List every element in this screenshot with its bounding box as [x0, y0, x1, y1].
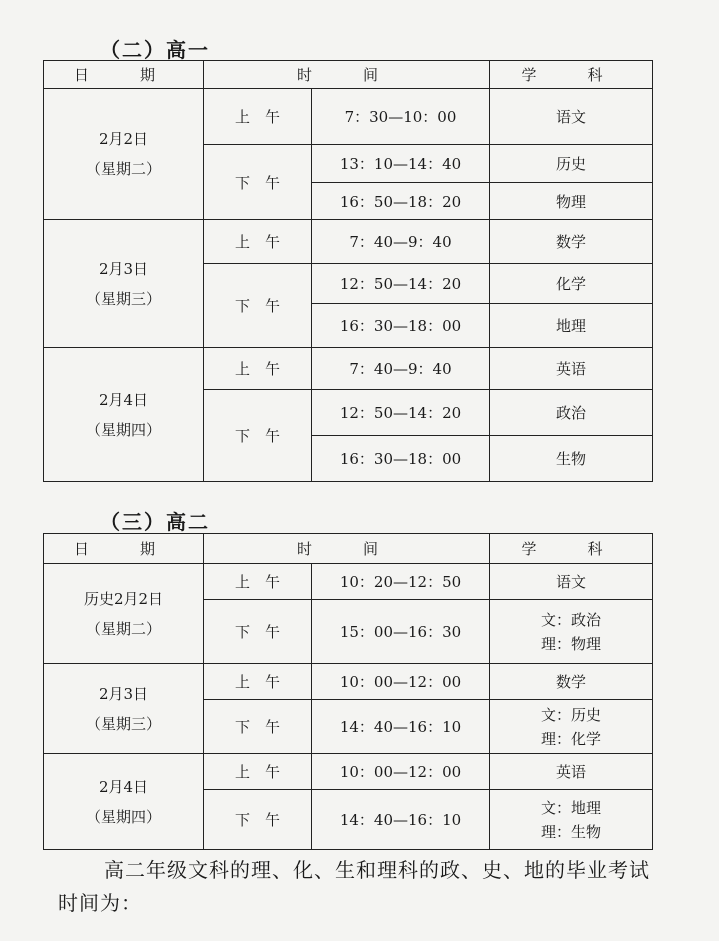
header-date: 日 期: [44, 534, 204, 564]
header-date: 日 期: [44, 61, 204, 89]
date-text: 历史2月2日: [83, 589, 164, 608]
subject-science: 理：生物: [541, 822, 602, 841]
header-subject: 学 科: [490, 61, 653, 89]
table-row: [44, 348, 653, 390]
header-subject: 学 科: [490, 534, 653, 564]
footer-paragraph: [58, 854, 678, 920]
table-row: [44, 89, 653, 145]
subject-cell: 政治: [490, 390, 653, 436]
date-cell: [44, 564, 204, 664]
weekday-text: （星期四）: [85, 420, 161, 439]
subject-cell: [490, 790, 653, 850]
subject-liberal: 文：地理: [541, 798, 602, 817]
footer-line-1: 高二年级文科的理、化、生和理科的政、史、地的毕业考试: [104, 858, 650, 882]
header-row: [44, 534, 653, 564]
time-cell: 10：00—12：00: [312, 664, 490, 700]
footer-line-2: 时间为：: [58, 891, 142, 915]
subject-cell: 历史: [490, 145, 653, 183]
time-cell: 13：10—14：40: [312, 145, 490, 183]
time-cell: 14：40—16：10: [312, 700, 490, 754]
period-pm: 下 午: [204, 264, 312, 348]
time-cell: 16：30—18：00: [312, 436, 490, 482]
weekday-text: （星期四）: [85, 807, 161, 826]
header-row: [44, 61, 653, 89]
period-pm: 下 午: [204, 390, 312, 482]
subject-cell: [490, 700, 653, 754]
schedule-table-grade-11: [43, 533, 653, 850]
time-cell: 7：30—10：00: [312, 89, 490, 145]
header-time: 时 间: [204, 534, 490, 564]
subject-cell: 化学: [490, 264, 653, 304]
time-cell: 16：30—18：00: [312, 304, 490, 348]
weekday-text: （星期二）: [85, 619, 161, 638]
period-pm: 下 午: [204, 145, 312, 220]
period-am: 上 午: [204, 220, 312, 264]
period-am: 上 午: [204, 348, 312, 390]
time-cell: 10：20—12：50: [312, 564, 490, 600]
period-am: 上 午: [204, 754, 312, 790]
date-text: 2月3日: [98, 684, 149, 703]
subject-science: 理：物理: [541, 634, 602, 653]
date-cell: [44, 754, 204, 850]
subject-cell: 语文: [490, 564, 653, 600]
table-row: [44, 564, 653, 600]
date-text: 2月2日: [98, 130, 149, 148]
date-text: 2月4日: [98, 777, 149, 796]
period-am: 上 午: [204, 89, 312, 145]
period-pm: 下 午: [204, 790, 312, 850]
section-title-grade-10: （二）高一: [100, 38, 210, 62]
period-pm: 下 午: [204, 600, 312, 664]
section-title-grade-11: （三）高二: [100, 510, 210, 534]
subject-cell: 语文: [490, 89, 653, 145]
weekday-text: （星期三）: [85, 714, 161, 733]
date-text: 2月4日: [98, 390, 149, 409]
period-am: 上 午: [204, 664, 312, 700]
subject-science: 理：化学: [541, 729, 602, 748]
time-cell: 10：00—12：00: [312, 754, 490, 790]
subject-cell: 生物: [490, 436, 653, 482]
time-cell: 7：40—9：40: [312, 220, 490, 264]
date-cell: [44, 89, 204, 220]
subject-cell: 数学: [490, 664, 653, 700]
subject-cell: 英语: [490, 754, 653, 790]
weekday-text: （星期三）: [85, 289, 161, 308]
date-cell: [44, 664, 204, 754]
time-cell: 12：50—14：20: [312, 264, 490, 304]
time-cell: 14：40—16：10: [312, 790, 490, 850]
time-cell: 12：50—14：20: [312, 390, 490, 436]
time-cell: 16：50—18：20: [312, 183, 490, 220]
period-pm: 下 午: [204, 700, 312, 754]
date-cell: [44, 348, 204, 482]
table-row: [44, 220, 653, 264]
subject-cell: [490, 600, 653, 664]
period-am: 上 午: [204, 564, 312, 600]
header-time: 时 间: [204, 61, 490, 89]
table-row: [44, 754, 653, 790]
date-cell: [44, 220, 204, 348]
subject-cell: 物理: [490, 183, 653, 220]
subject-liberal: 文：历史: [541, 705, 602, 724]
schedule-table-grade-10: [43, 60, 653, 482]
weekday-text: （星期二）: [85, 160, 161, 178]
date-text: 2月3日: [98, 259, 149, 278]
subject-cell: 地理: [490, 304, 653, 348]
time-cell: 15：00—16：30: [312, 600, 490, 664]
subject-cell: 数学: [490, 220, 653, 264]
table-row: [44, 664, 653, 700]
subject-liberal: 文：政治: [541, 610, 602, 629]
time-cell: 7：40—9：40: [312, 348, 490, 390]
subject-cell: 英语: [490, 348, 653, 390]
